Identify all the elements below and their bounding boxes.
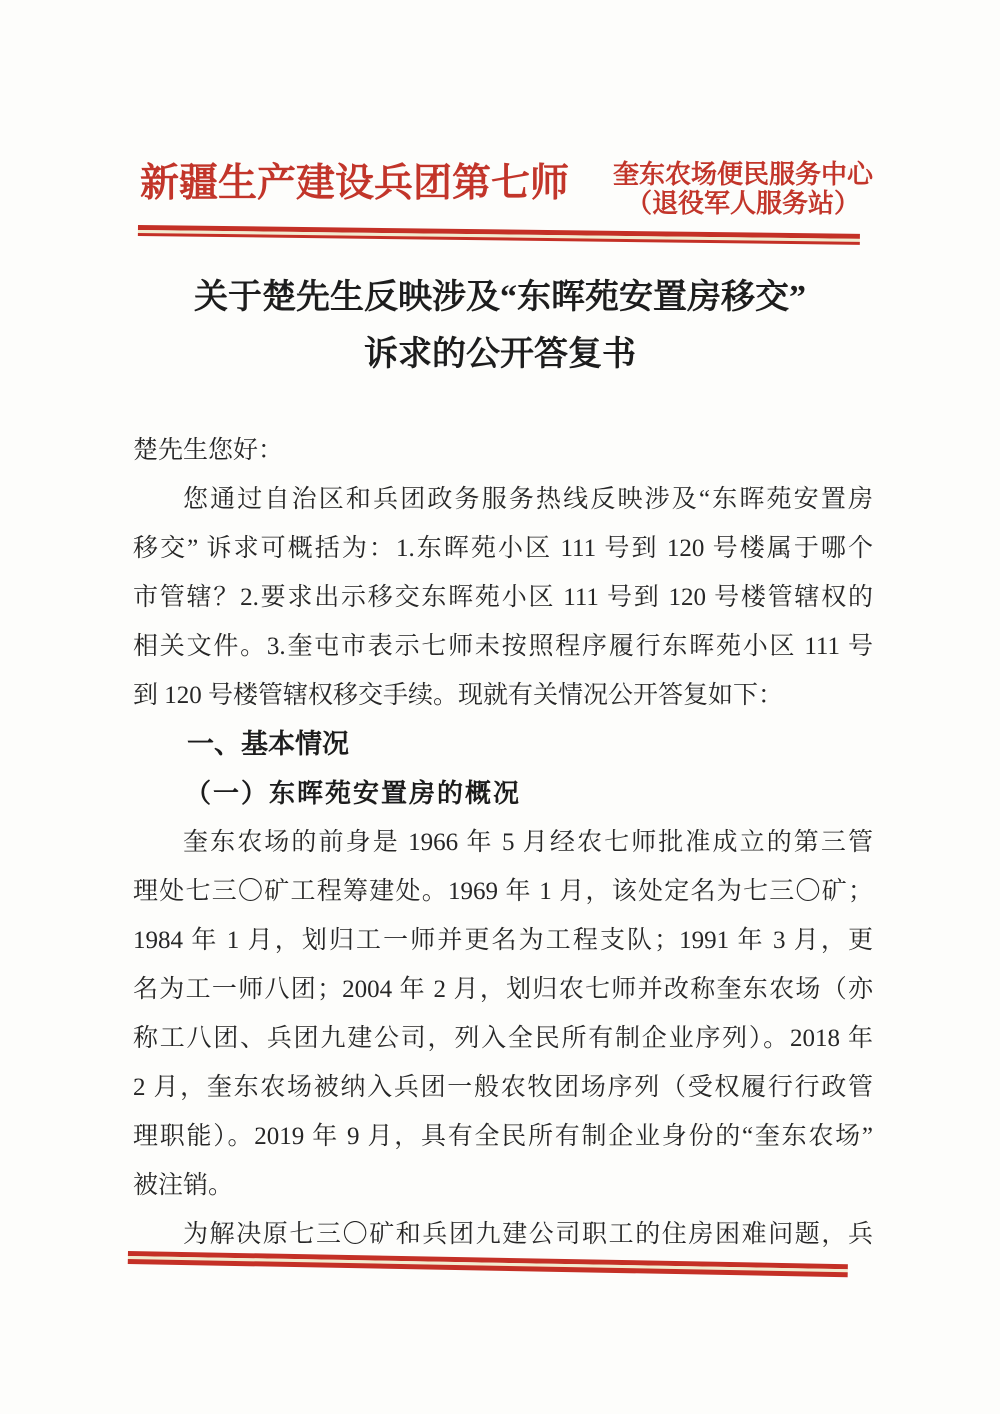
paragraph-line: 名为工一师八团；2004 年 2 月，划归农七师并改称奎东农场（亦 [133,976,873,1003]
document-title-line2: 诉求的公开答复书 [364,336,636,373]
paragraph-line: 移交” 诉求可概括为：1.东晖苑小区 111 号到 120 号楼属于哪个 [133,535,873,562]
paragraph-line: 理职能）。2019 年 9 月，具有全民所有制企业身份的“奎东农场” [133,1123,873,1150]
paragraph-line: 称工八团、兵团九建公司，列入全民所有制企业序列）。2018 年 [133,1025,873,1052]
paragraph-line: 被注销。 [133,1172,234,1199]
paragraph-line: 市管辖？2.要求出示移交东晖苑小区 111 号到 120 号楼管辖权的 [133,584,873,611]
document-title [0,269,1000,383]
header-rule [138,225,860,245]
paragraph-line: 理处七三〇矿工程筹建处。1969 年 1 月，该处定名为七三〇矿； [133,878,873,905]
paragraph-line: 相关文件。3.奎屯市表示七师未按照程序履行东晖苑小区 111 号 [133,633,873,660]
paragraph-line: 您通过自治区和兵团政务服务热线反映涉及“东晖苑安置房 [183,486,873,513]
org-sub-line2: （退役军人服务站） [625,189,860,218]
section-heading: 一、基本情况 [187,729,349,759]
paragraph-line: 奎东农场的前身是 1966 年 5 月经农七师批准成立的第三管 [183,829,873,856]
document-header [140,158,873,218]
paragraph-line: 到 120 号楼管辖权移交手续。现就有关情况公开答复如下： [133,682,784,709]
paragraph-line: 为解决原七三〇矿和兵团九建公司职工的住房困难问题，兵 [183,1221,873,1248]
org-name-main: 新疆生产建设兵团第七师 [140,162,570,205]
paragraph-line: 2 月，奎东农场被纳入兵团一般农牧团场序列（受权履行行政管 [133,1074,873,1101]
org-name-sub [613,158,873,218]
document-body [133,426,873,1259]
document-title-line1: 关于楚先生反映涉及“东晖苑安置房移交” [194,279,806,316]
subsection-heading: （一）东晖苑安置房的概况 [185,779,522,808]
org-sub-line1: 奎东农场便民服务中心 [612,160,873,189]
paragraph-line: 1984 年 1 月，划归工一师并更名为工程支队；1991 年 3 月，更 [133,927,873,954]
salutation: 楚先生您好： [133,437,284,464]
